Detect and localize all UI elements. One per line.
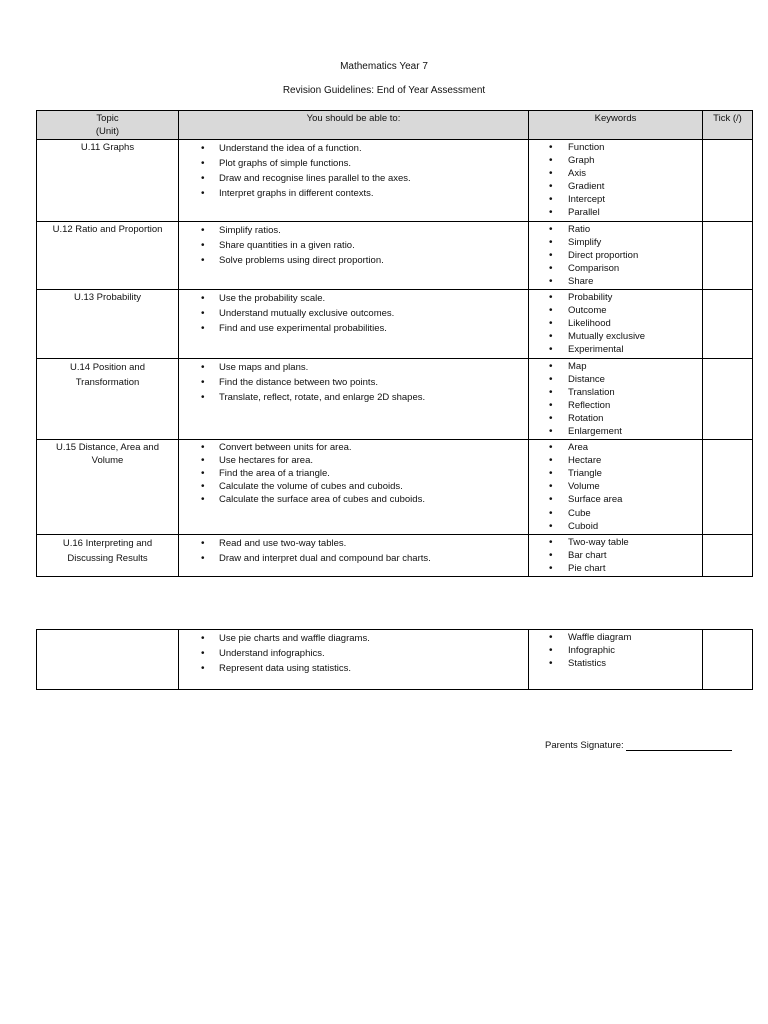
skill-item: • Solve problems using direct proportion. <box>183 253 524 268</box>
keyword-item: • Area <box>533 441 698 454</box>
skill-item: • Simplify ratios. <box>183 223 524 238</box>
keyword-item: • Volume <box>533 480 698 493</box>
skill-item: • Understand the idea of a function. <box>183 141 524 156</box>
skill-item: • Share quantities in a given ratio. <box>183 238 524 253</box>
skill-item: • Draw and interpret dual and compound bar charts. <box>183 551 524 566</box>
skills-cell <box>179 290 529 358</box>
topic-cell: U.16 Interpreting and Discussing Results <box>37 534 179 576</box>
table-row <box>37 534 753 576</box>
tick-cell[interactable] <box>703 358 753 440</box>
document-subtitle: Revision Guidelines: End of Year Assessment <box>282 85 486 96</box>
keyword-item: • Mutually exclusive <box>533 330 698 343</box>
signature-label: Parents Signature: <box>545 740 624 751</box>
skills-cell <box>179 221 529 289</box>
keyword-item: • Ratio <box>533 223 698 236</box>
keyword-item: • Axis <box>533 167 698 180</box>
document-title: Mathematics Year 7 <box>340 61 428 72</box>
keyword-item: • Parallel <box>533 206 698 219</box>
topic-cell: U.15 Distance, Area and Volume <box>37 440 179 535</box>
tick-cell[interactable] <box>703 221 753 289</box>
skill-item: • Find the area of a triangle. <box>183 467 524 480</box>
skill-item: • Convert between units for area. <box>183 441 524 454</box>
tick-cell[interactable] <box>703 534 753 576</box>
signature-line[interactable] <box>626 741 732 751</box>
table-row <box>37 290 753 358</box>
skill-item: • Use pie charts and waffle diagrams. <box>183 631 524 646</box>
skills-cell <box>179 440 529 535</box>
tick-cell[interactable] <box>703 440 753 535</box>
keyword-item: • Intercept <box>533 193 698 206</box>
skills-cell <box>179 358 529 440</box>
keyword-item: • Map <box>533 360 698 373</box>
keyword-item: • Direct proportion <box>533 249 698 262</box>
keyword-item: • Surface area <box>533 493 698 506</box>
keywords-cell <box>529 290 703 358</box>
keywords-cell <box>529 630 703 690</box>
keyword-item: • Waffle diagram <box>533 631 698 644</box>
topic-header-label: Topic <box>96 113 119 124</box>
keyword-item: • Gradient <box>533 180 698 193</box>
keyword-item: • Two-way table <box>533 536 698 549</box>
keyword-item: • Rotation <box>533 412 698 425</box>
table-row <box>37 630 753 690</box>
skill-item: • Calculate the surface area of cubes and cuboids. <box>183 493 524 506</box>
keyword-item: • Likelihood <box>533 317 698 330</box>
keyword-item: • Experimental <box>533 343 698 356</box>
keyword-item: • Translation <box>533 386 698 399</box>
tick-cell[interactable] <box>703 290 753 358</box>
skill-item: • Draw and recognise lines parallel to the axes. <box>183 171 524 186</box>
keywords-column-header: Keywords <box>529 111 703 140</box>
skill-item: • Find and use experimental probabilities. <box>183 321 524 336</box>
skill-item: • Plot graphs of simple functions. <box>183 156 524 171</box>
topic-cell <box>37 630 179 690</box>
keywords-cell <box>529 221 703 289</box>
skill-item: • Represent data using statistics. <box>183 661 524 676</box>
keyword-item: • Pie chart <box>533 562 698 575</box>
skill-item: • Calculate the volume of cubes and cuboids. <box>183 480 524 493</box>
table-row <box>37 358 753 440</box>
keywords-cell <box>529 140 703 222</box>
skills-cell <box>179 140 529 222</box>
keyword-item: • Probability <box>533 291 698 304</box>
skill-item: • Use maps and plans. <box>183 360 524 375</box>
skill-item: • Understand infographics. <box>183 646 524 661</box>
skill-item: • Read and use two-way tables. <box>183 536 524 551</box>
table-row <box>37 140 753 222</box>
skill-item: • Find the distance between two points. <box>183 375 524 390</box>
topic-column-header <box>37 111 179 140</box>
tick-cell[interactable] <box>703 140 753 222</box>
keyword-item: • Function <box>533 141 698 154</box>
keywords-cell <box>529 440 703 535</box>
revision-table <box>36 110 753 577</box>
topic-cell: U.11 Graphs <box>37 140 179 222</box>
keyword-item: • Share <box>533 275 698 288</box>
keyword-item: • Graph <box>533 154 698 167</box>
skill-item: • Translate, reflect, rotate, and enlarge 2D shapes. <box>183 390 524 405</box>
keyword-item: • Triangle <box>533 467 698 480</box>
tick-cell[interactable] <box>703 630 753 690</box>
keyword-item: • Distance <box>533 373 698 386</box>
keyword-item: • Simplify <box>533 236 698 249</box>
keyword-item: • Hectare <box>533 454 698 467</box>
keyword-item: • Comparison <box>533 262 698 275</box>
keyword-item: • Statistics <box>533 657 698 670</box>
keywords-cell <box>529 534 703 576</box>
keyword-item: • Enlargement <box>533 425 698 438</box>
unit-header-label: (Unit) <box>95 126 120 137</box>
table-row <box>37 221 753 289</box>
topic-cell: U.12 Ratio and Proportion <box>37 221 179 289</box>
continuation-table <box>36 629 753 690</box>
keyword-item: • Cube <box>533 507 698 520</box>
keyword-item: • Cuboid <box>533 520 698 533</box>
keyword-item: • Infographic <box>533 644 698 657</box>
skill-item: • Interpret graphs in different contexts. <box>183 186 524 201</box>
header-row <box>37 111 753 140</box>
keywords-cell <box>529 358 703 440</box>
skills-cell <box>179 534 529 576</box>
table-row <box>37 440 753 535</box>
skill-item: • Use hectares for area. <box>183 454 524 467</box>
keyword-item: • Bar chart <box>533 549 698 562</box>
topic-cell: U.14 Position and Transformation <box>37 358 179 440</box>
skill-item: • Use the probability scale. <box>183 291 524 306</box>
topic-cell: U.13 Probability <box>37 290 179 358</box>
keyword-item: • Outcome <box>533 304 698 317</box>
tick-column-header: Tick (/) <box>703 111 753 140</box>
skills-column-header: You should be able to: <box>179 111 529 140</box>
skills-cell <box>179 630 529 690</box>
skill-item: • Understand mutually exclusive outcomes. <box>183 306 524 321</box>
parents-signature <box>545 740 732 751</box>
keyword-item: • Reflection <box>533 399 698 412</box>
